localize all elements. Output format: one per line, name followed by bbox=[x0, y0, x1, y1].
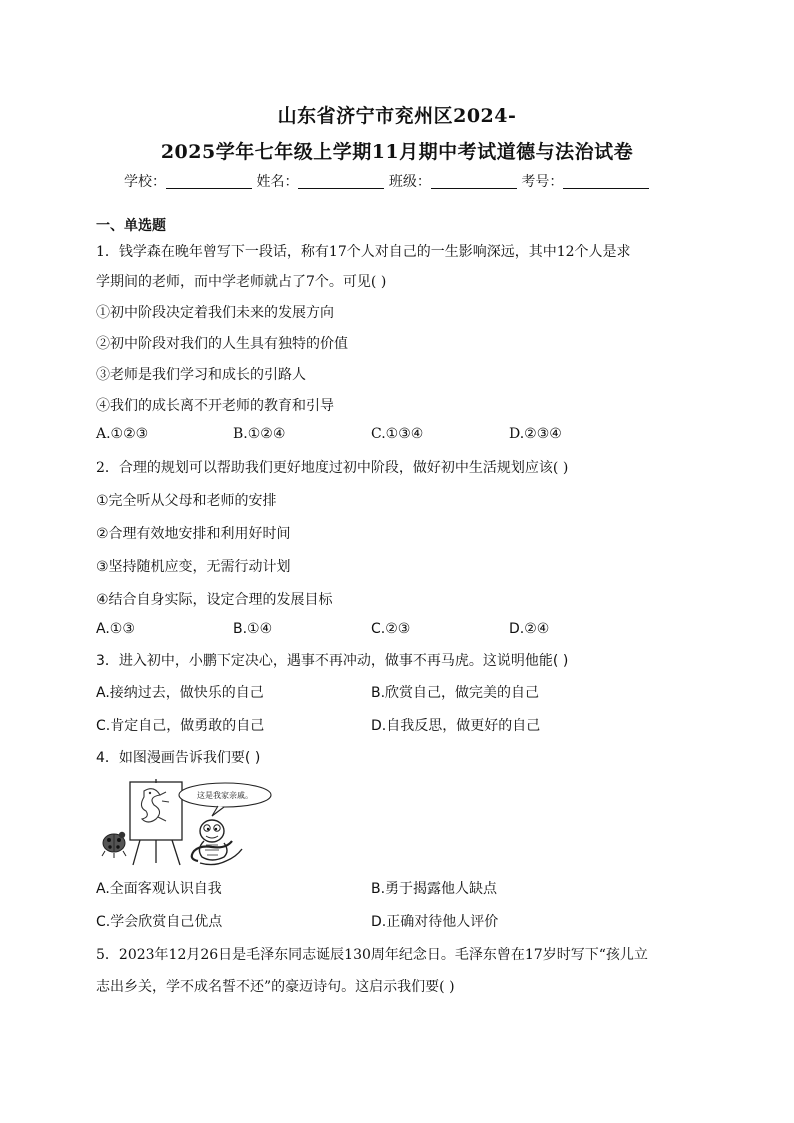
section-title: 一、单选题 bbox=[96, 218, 166, 234]
q1-item-3: ③老师是我们学习和成长的引路人 bbox=[96, 367, 306, 383]
name-blank bbox=[298, 174, 384, 189]
q1-item-1: ①初中阶段决定着我们未来的发展方向 bbox=[96, 305, 334, 321]
q1-item-2: ②初中阶段对我们的人生具有独特的价值 bbox=[96, 336, 348, 352]
q1-option-b: B.①②④ bbox=[233, 426, 286, 442]
q4-option-a: A.全面客观认识自我 bbox=[96, 881, 222, 897]
q3-option-a: A.接纳过去，做快乐的自己 bbox=[96, 685, 264, 701]
student-info-row bbox=[124, 171, 649, 191]
q3-stem: 3．进入初中，小鹏下定决心，遇事不再冲动，做事不再马虎。这说明他能( ) bbox=[96, 653, 569, 669]
class-label: 班级： bbox=[388, 174, 431, 190]
q1-stem-line2: 学期间的老师，而中学老师就占了7个。可见( ) bbox=[96, 274, 387, 290]
q2-option-b: B.①④ bbox=[233, 621, 273, 637]
comic-illustration bbox=[100, 779, 280, 867]
q2-item-4: ④结合自身实际，设定合理的发展目标 bbox=[96, 592, 333, 608]
q4-option-d: D.正确对待他人评价 bbox=[371, 914, 499, 930]
q3-option-c: C.肯定自己，做勇敢的自己 bbox=[96, 718, 265, 734]
q1-option-a: A.①②③ bbox=[96, 426, 149, 442]
exam-number-blank bbox=[563, 174, 649, 189]
q4-option-b: B.勇于揭露他人缺点 bbox=[371, 881, 498, 897]
q2-item-1: ①完全听从父母和老师的安排 bbox=[96, 493, 277, 509]
q2-option-c: C.②③ bbox=[371, 621, 411, 637]
q2-item-3: ③坚持随机应变，无需行动计划 bbox=[96, 559, 291, 575]
q1-stem-line1: 1．钱学森在晚年曾写下一段话，称有17个人对自己的一生影响深远，其中12个人是求 bbox=[96, 244, 631, 260]
q4-option-c: C.学会欣赏自己优点 bbox=[96, 914, 223, 930]
q3-option-b: B.欣赏自己，做完美的自己 bbox=[371, 685, 540, 701]
exam-title-line1: 山东省济宁市兖州区2024- bbox=[277, 105, 517, 127]
q1-item-4: ④我们的成长离不开老师的教育和引导 bbox=[96, 398, 334, 414]
q1-option-c: C.①③④ bbox=[371, 426, 424, 442]
snake-icon bbox=[192, 841, 232, 861]
q3-option-d: D.自我反思，做更好的自己 bbox=[371, 718, 541, 734]
q2-stem: 2．合理的规划可以帮助我们更好地度过初中阶段，做好初中生活规划应该( ) bbox=[96, 460, 569, 476]
exam-title-line2: 2025学年七年级上学期11月期中考试道德与法治试卷 bbox=[160, 141, 634, 163]
speech-bubble-text: 这是我家亲戚。 bbox=[197, 791, 253, 800]
name-label: 姓名： bbox=[256, 174, 299, 190]
school-label: 学校： bbox=[124, 174, 166, 190]
q2-item-2: ②合理有效地安排和利用好时间 bbox=[96, 526, 291, 542]
q2-option-d: D.②④ bbox=[509, 621, 550, 637]
q4-stem: 4．如图漫画告诉我们要( ) bbox=[96, 750, 261, 766]
exam-number-label: 考号： bbox=[521, 174, 564, 190]
q2-option-a: A.①③ bbox=[96, 621, 135, 637]
easel-leg bbox=[133, 840, 140, 865]
school-blank bbox=[166, 174, 252, 189]
q1-option-d: D.②③④ bbox=[509, 426, 562, 442]
q5-stem-line2: 志出乡关，学不成名誓不还”的豪迈诗句。这启示我们要( ) bbox=[96, 979, 455, 995]
q5-stem-line1: 5．2023年12月26日是毛泽东同志诞辰130周年纪念日。毛泽东曾在17岁时写下“孩儿立 bbox=[96, 947, 648, 963]
class-blank bbox=[431, 174, 517, 189]
